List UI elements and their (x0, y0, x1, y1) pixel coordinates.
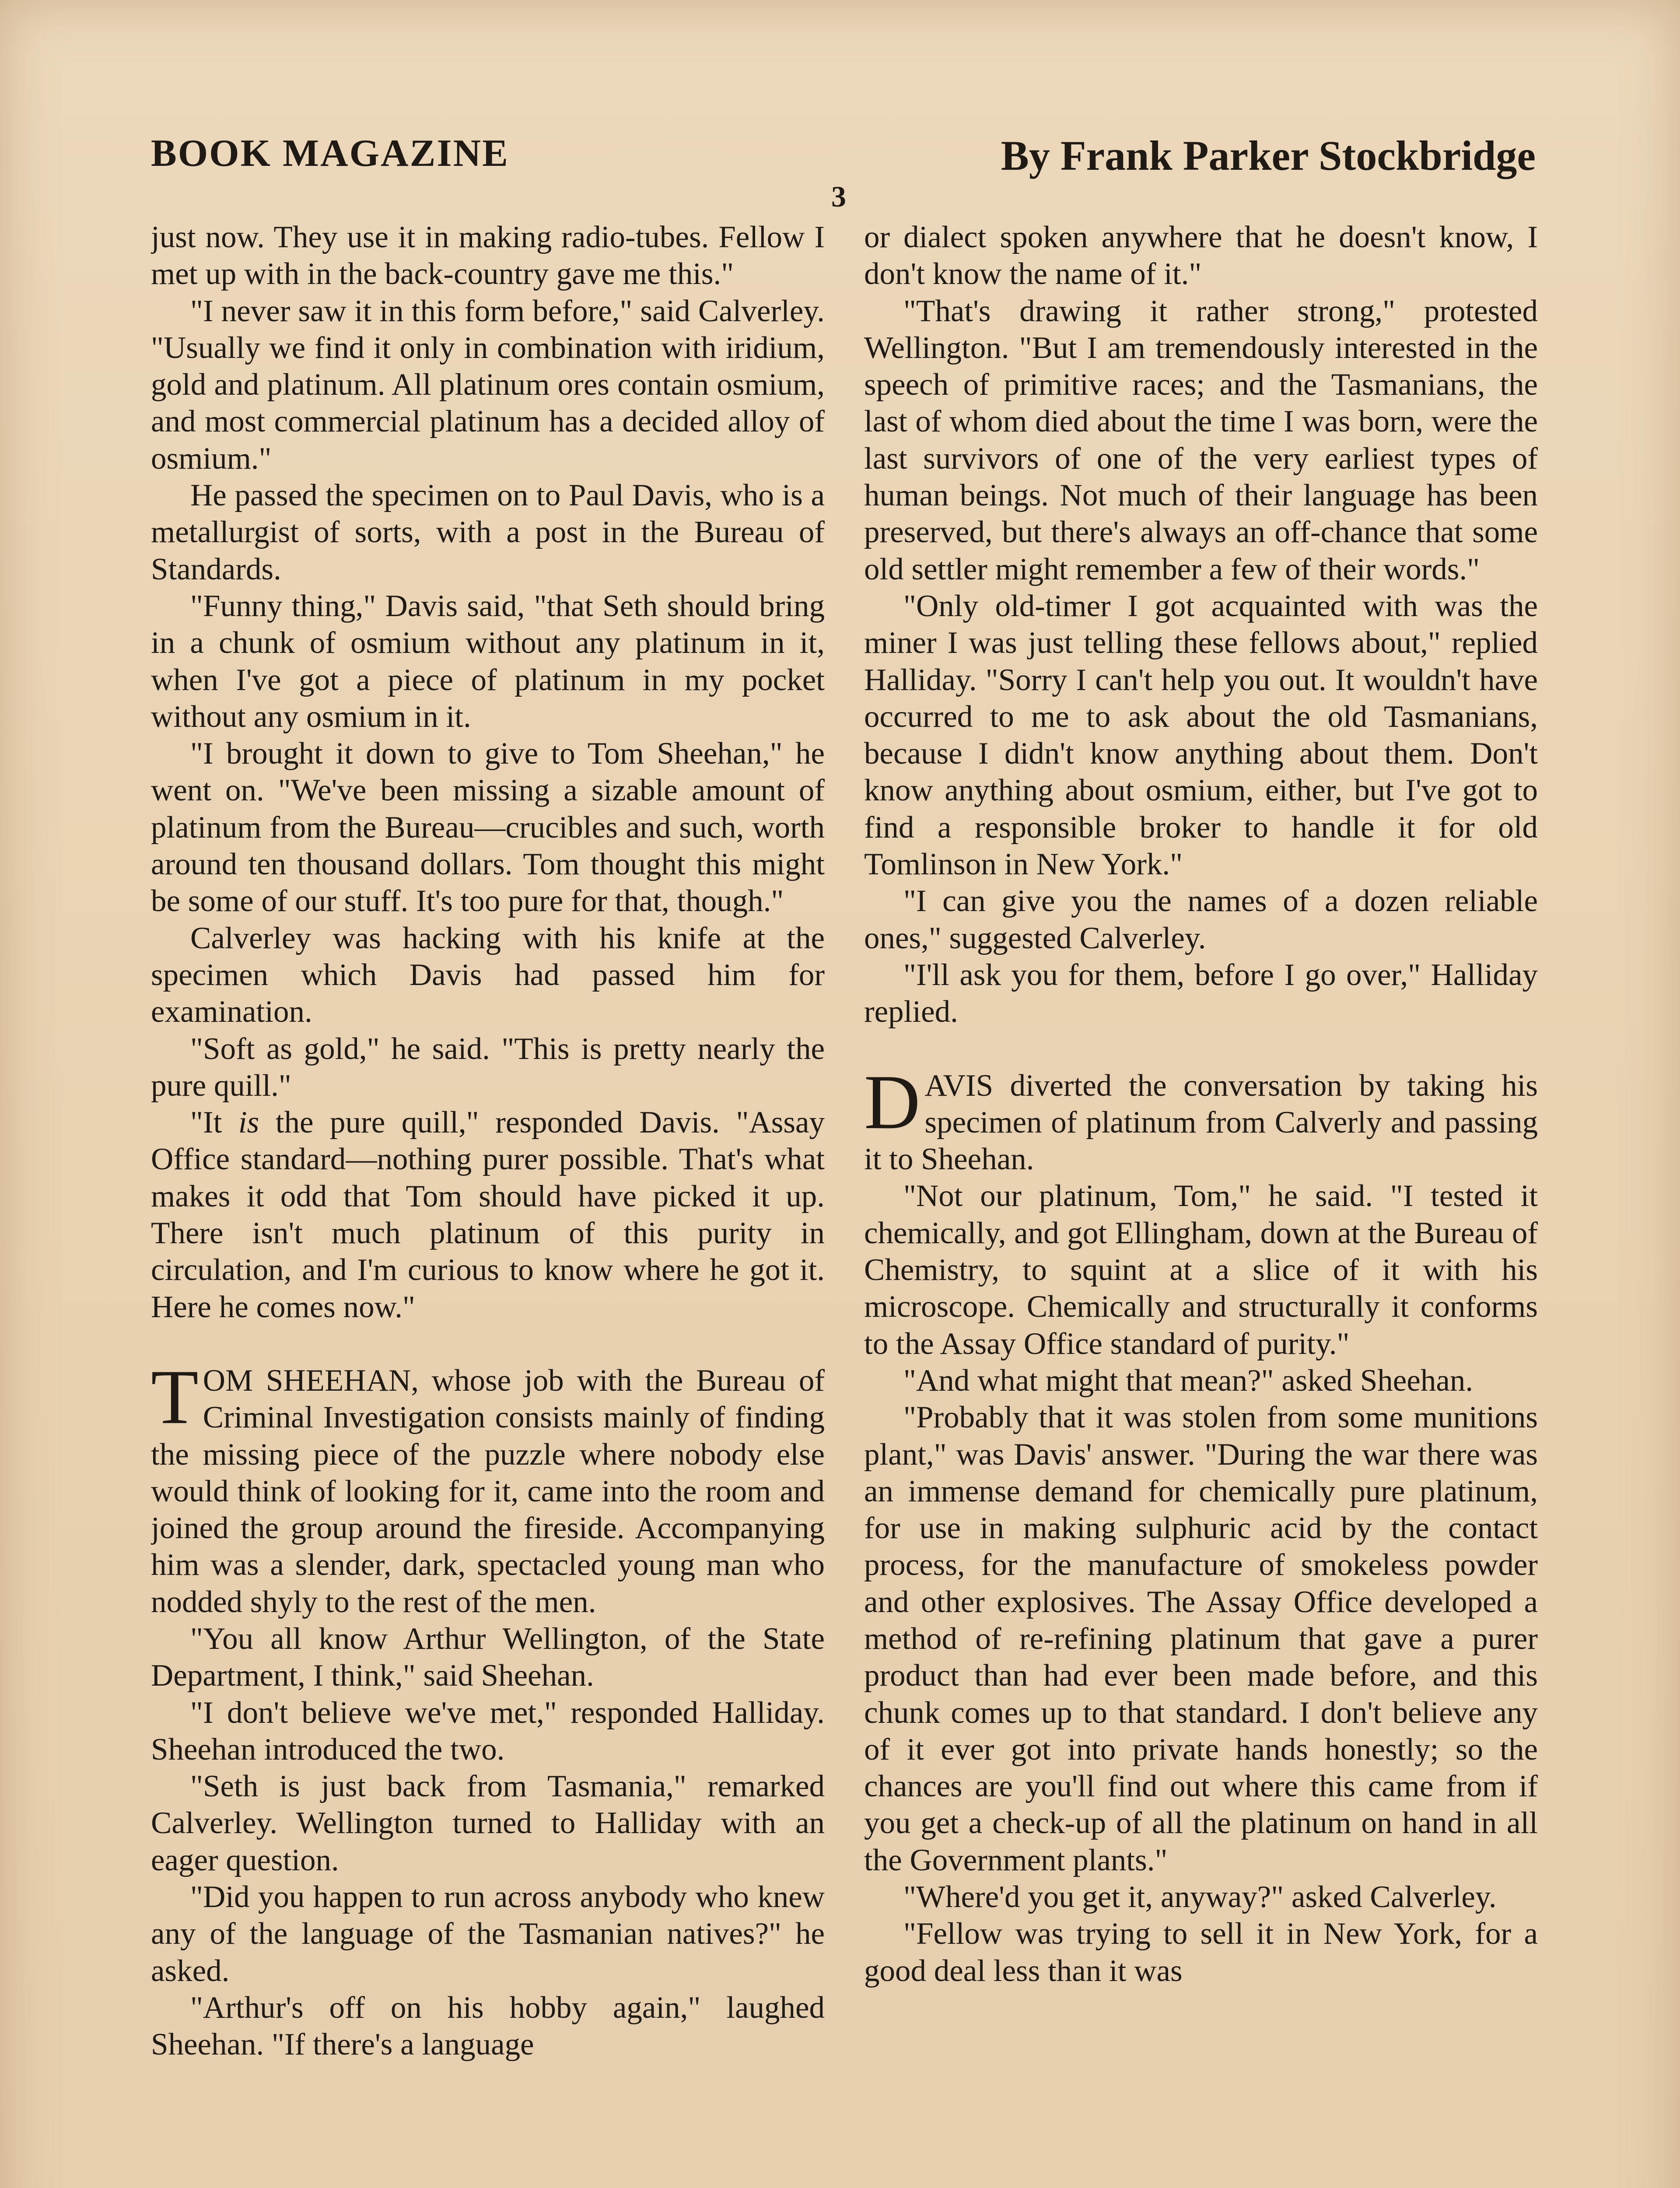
emphasis-text: is (238, 1105, 259, 1140)
paragraph: just now. They use it in making radio-tubes. Fellow I met up with in the back-country gave me this." (151, 220, 825, 291)
paragraph: "And what might that mean?" asked Sheehan. (903, 1363, 1474, 1398)
paragraph: "Did you happen to run across anybody who knew any of the language of the Tasmanian natives?" he asked. (151, 1880, 825, 1988)
paragraph: "Seth is just back from Tasmania," remarked Calverley. Wellington turned to Halliday with an eager question. (151, 1769, 825, 1877)
paragraph: He passed the specimen on to Paul Davis, who is a metallurgist of sorts, with a post in the Bureau of Standards. (151, 478, 825, 586)
paragraph: "Where'd you get it, anyway?" asked Calverley. (903, 1880, 1497, 1914)
paragraph: or dialect spoken anywhere that he doesn't know, I don't know the name of it." (864, 220, 1538, 291)
paragraph-text: "It (190, 1105, 238, 1140)
section-paragraph (151, 1353, 825, 1620)
paragraph (151, 1104, 825, 1325)
magazine-title: BOOK MAGAZINE (151, 132, 509, 175)
paragraph: "Fellow was trying to sell it in New York, for a good deal less than it was (864, 1917, 1538, 1988)
paragraph: "Probably that it was stolen from some munitions plant," was Davis' answer. "During the war there was an immense demand for chemically pure platinum, for use in making sulphuric acid by the contact process, for the manufacture of smokeless powder and other explosives. The Assay Office developed a method of re-refining platinum that gave a purer product than had ever been made before, and this chunk comes up to that standard. I don't believe any of it ever got into private hands honestly; so the chances are you'll find out where this came from if you get a check-up of all the platinum on hand in all the Government plants." (864, 1400, 1538, 1877)
paragraph: "Arthur's off on his hobby again," laughed Sheehan. "If there's a language (151, 1990, 825, 2062)
paragraph: "I brought it down to give to Tom Sheehan," he went on. "We've been missing a sizable amount of platinum from the Bureau—crucibles and such, worth around ten thousand dollars. Tom thought this might be some of our stuff. It's too pure for that, though." (151, 736, 825, 919)
paragraph-text: the pure quill," responded Davis. "Assay Office standard—nothing purer possible. That's what makes it odd that Tom should have picked it up. There isn't much platinum of this purity in circulation, and I'm curious to know where he got it. Here he comes now." (151, 1105, 825, 1324)
paragraph: "I don't believe we've met," responded Halliday. Sheehan introduced the two. (151, 1695, 825, 1767)
paragraph: "Only old-timer I got acquainted with was the miner I was just telling these fellows about," replied Halliday. "Sorry I can't help you out. It wouldn't have occurred to me to ask about the old Tasmanians, because I didn't know anything about them. Don't know anything about osmium, either, but I've got to find a responsible broker to handle it for old Tomlinson in New York." (864, 589, 1538, 882)
paragraph: "I never saw it in this form before," said Calverley. "Usually we find it only in combination with iridium, gold and platinum. All platinum ores contain osmium, and most commercial platinum has a decided alloy of osmium." (151, 294, 825, 476)
paragraph: "Not our platinum, Tom," he said. "I tested it chemically, and got Ellingham, down at the Bureau of Chemistry, to squint at a slice of it with his microscope. Chemically and structurally it conforms to the Assay Office standard of purity." (864, 1179, 1538, 1361)
paragraph: "That's drawing it rather strong," protested Wellington. "But I am tremendously interested in the speech of primitive races; and the Tasmanians, the last of whom died about the time I was born, were the last survivors of one of the very earliest types of human beings. Not much of their language has been preserved, but there's always an off-chance that some old settler might remember a few of their words." (864, 294, 1538, 586)
right-text-column (864, 219, 1538, 2188)
left-text-column (151, 219, 825, 2188)
paragraph-text: AVIS diverted the conversation by taking his specimen of platinum from Calverly and passing it to Sheehan. (864, 1068, 1538, 1177)
drop-cap: T (151, 1353, 199, 1440)
author-byline: By Frank Parker Stockbridge (1001, 132, 1536, 179)
paragraph: "Soft as gold," he said. "This is pretty nearly the pure quill." (151, 1031, 825, 1103)
drop-cap: D (864, 1058, 920, 1145)
paragraph: "You all know Arthur Wellington, of the State Department, I think," said Sheehan. (151, 1621, 825, 1693)
page-number: 3 (831, 180, 846, 213)
paragraph: "I can give you the names of a dozen reliable ones," suggested Calverley. (864, 884, 1538, 955)
paragraph: "Funny thing," Davis said, "that Seth should bring in a chunk of osmium without any platinum in it, when I've got a piece of platinum in my pocket without any osmium in it. (151, 589, 825, 734)
paragraph: Calverley was hacking with his knife at the specimen which Davis had passed him for examination. (151, 921, 825, 1029)
section-paragraph (864, 1058, 1538, 1178)
paragraph: "I'll ask you for them, before I go over," Halliday replied. (864, 957, 1538, 1029)
paragraph-text: OM SHEEHAN, whose job with the Bureau of Criminal Investigation consists mainly of finding the missing piece of the puzzle where nobody else would think of looking for it, came into the room and joined the group around the fireside. Accompanying him was a slender, dark, spectacled young man who nodded shyly to the rest of the men. (151, 1363, 825, 1619)
